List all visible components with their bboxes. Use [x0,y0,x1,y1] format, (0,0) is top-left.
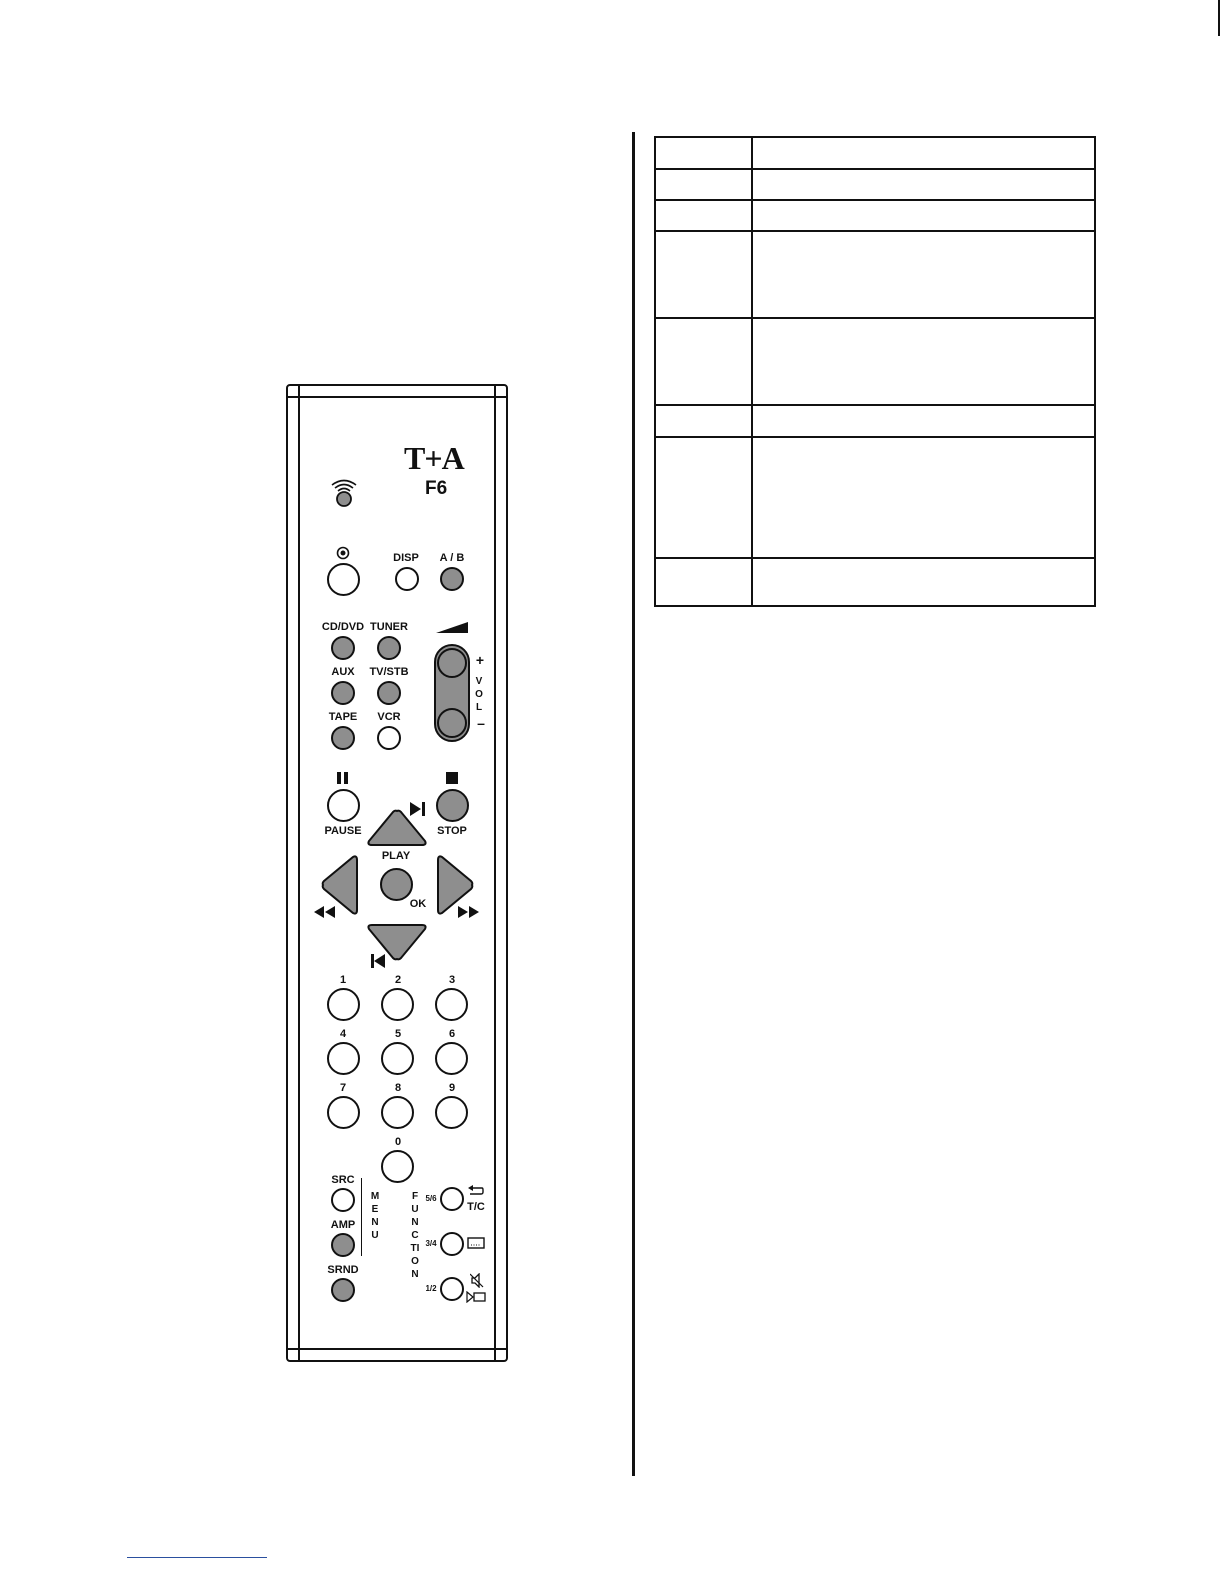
return-icon [468,1184,484,1196]
source-label-aux: AUX [331,666,355,678]
table-cell-key [655,318,752,405]
stop-icon [446,772,459,784]
table-cell-description [752,558,1095,606]
stop-button[interactable] [436,789,469,822]
volume-up-button[interactable] [437,648,467,678]
digit-label-9: 9 [448,1082,456,1094]
function-button-3-4[interactable] [440,1232,464,1256]
audio-language-icon [470,1273,484,1288]
model-label: F6 [425,478,448,499]
table-row [655,231,1095,318]
standby-icon [336,546,350,560]
play-label: PLAY [381,850,411,862]
skip-previous-icon [370,954,386,968]
digit-label-0: 0 [394,1136,402,1148]
table-row [655,169,1095,200]
amp-button[interactable] [331,1233,355,1257]
play-ok-button[interactable] [380,868,413,901]
table-cell-description [752,437,1095,558]
table-cell-key [655,200,752,231]
remote-cap-bottom [288,1348,506,1350]
src-button[interactable] [331,1188,355,1212]
pause-icon [336,772,350,784]
page-edge-rule [1218,0,1220,36]
source-button-tuner[interactable] [377,636,401,660]
ab-button[interactable] [440,567,464,591]
function-button-5-6[interactable] [440,1187,464,1211]
function-label-1-2: 1/2 [425,1284,437,1293]
column-divider [632,132,635,1476]
footnote-separator [127,1557,267,1558]
digit-label-3: 3 [448,974,456,986]
pause-label: PAUSE [324,825,362,837]
source-label-tv-stb: TV/STB [369,666,409,678]
table-cell-key [655,137,752,169]
src-label: SRC [331,1174,355,1186]
digit-button-0[interactable] [381,1150,414,1183]
fast-forward-icon [458,906,480,918]
ab-label: A / B [439,552,465,564]
digit-label-1: 1 [339,974,347,986]
source-label-tuner: TUNER [370,621,408,633]
table-cell-key [655,169,752,200]
digit-button-7[interactable] [327,1096,360,1129]
volume-minus-sign: – [477,715,485,731]
source-button-vcr[interactable] [377,726,401,750]
table-cell-description [752,169,1095,200]
source-label-cd-dvd: CD/DVD [321,621,365,633]
source-label-tape: TAPE [328,711,358,723]
menu-bracket-line [361,1178,362,1256]
digit-label-5: 5 [394,1028,402,1040]
table-cell-description [752,137,1095,169]
digit-button-6[interactable] [435,1042,468,1075]
volume-ramp-icon [436,622,468,634]
table-cell-key [655,558,752,606]
table-cell-key [655,231,752,318]
digit-label-8: 8 [394,1082,402,1094]
srnd-button[interactable] [331,1278,355,1302]
srnd-label: SRND [327,1264,359,1276]
menu-label: MENU [370,1191,380,1241]
digit-button-5[interactable] [381,1042,414,1075]
digit-button-3[interactable] [435,988,468,1021]
volume-rocker [434,644,470,742]
digit-button-1[interactable] [327,988,360,1021]
source-button-cd-dvd[interactable] [331,636,355,660]
remote-cap-top [288,396,506,398]
function-label-3-4: 3/4 [425,1239,437,1248]
function-label-5-6: 5/6 [425,1194,437,1203]
digit-button-9[interactable] [435,1096,468,1129]
ok-label: OK [409,898,427,910]
volume-label: VOL [475,676,483,713]
table-row [655,318,1095,405]
amp-label: AMP [330,1219,356,1231]
table-cell-key [655,437,752,558]
digit-button-4[interactable] [327,1042,360,1075]
remote-rail-left [298,386,300,1360]
digit-button-2[interactable] [381,988,414,1021]
remote-rail-right [494,386,496,1360]
volume-plus-sign: + [475,652,485,668]
digit-label-2: 2 [394,974,402,986]
rewind-icon [314,906,336,918]
table-row [655,558,1095,606]
stop-label: STOP [437,825,467,837]
disp-button[interactable] [395,567,419,591]
table-row [655,137,1095,169]
digit-button-8[interactable] [381,1096,414,1129]
table-cell-description [752,318,1095,405]
pause-button[interactable] [327,789,360,822]
camera-angle-icon [466,1291,486,1303]
source-label-vcr: VCR [377,711,401,723]
subtitle-icon [467,1237,485,1249]
description-table [654,136,1096,607]
source-button-tape[interactable] [331,726,355,750]
tc-label: T/C [467,1201,485,1213]
table-row [655,200,1095,231]
table-cell-key [655,405,752,437]
source-button-tv-stb[interactable] [377,681,401,705]
digit-label-7: 7 [339,1082,347,1094]
ir-transmitter-icon [328,476,360,508]
digit-label-4: 4 [339,1028,347,1040]
table-cell-description [752,231,1095,318]
volume-down-button[interactable] [437,708,467,738]
disp-label: DISP [393,552,419,564]
brand-logo: T+A [404,440,464,476]
table-cell-description [752,405,1095,437]
table-row [655,437,1095,558]
table-cell-description [752,200,1095,231]
function-label: FUNCTION [410,1191,420,1280]
table-row [655,405,1095,437]
function-button-1-2[interactable] [440,1277,464,1301]
digit-label-6: 6 [448,1028,456,1040]
source-button-aux[interactable] [331,681,355,705]
up-arrow-button[interactable] [366,808,428,848]
standby-button[interactable] [327,563,360,596]
